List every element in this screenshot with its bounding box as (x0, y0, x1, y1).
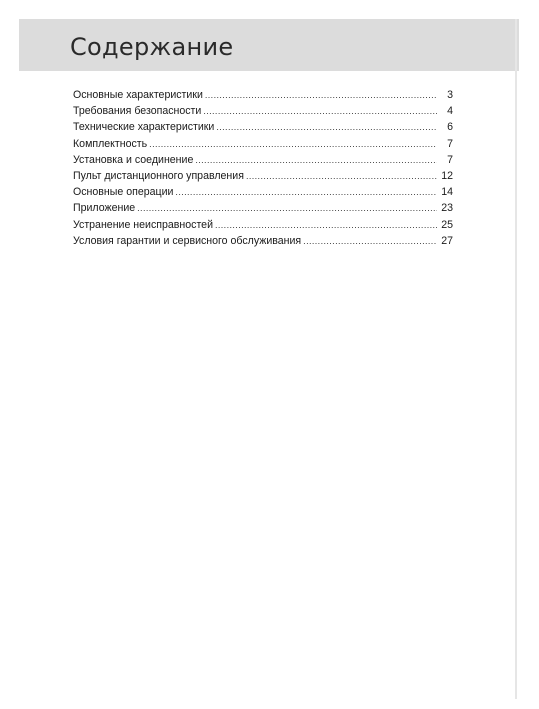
toc-page-number: 27 (441, 234, 453, 247)
toc-entry-label: Установка и соединение (73, 153, 194, 166)
toc-entry-remote-control[interactable] (73, 168, 453, 184)
toc-entry-installation[interactable] (73, 152, 453, 168)
toc-dot-leader (246, 168, 437, 184)
toc-entry-specifications[interactable] (73, 119, 453, 135)
toc-dot-leader (216, 119, 437, 135)
toc-dot-leader (303, 233, 437, 249)
toc-dot-leader (203, 103, 437, 119)
toc-dot-leader (195, 152, 437, 168)
toc-entry-warranty[interactable] (73, 233, 453, 249)
toc-page-number: 25 (441, 218, 453, 231)
toc-entry-label: Устранение неисправностей (73, 218, 213, 231)
toc-page-number: 7 (447, 137, 453, 150)
toc-page-number: 4 (447, 105, 453, 118)
toc-dot-leader (149, 136, 437, 152)
toc-entry-label: Требования безопасности (73, 105, 202, 118)
toc-entry-appendix[interactable] (73, 200, 453, 216)
header-band (19, 19, 519, 71)
toc-page-number: 3 (447, 89, 453, 101)
toc-dot-leader (175, 184, 437, 200)
toc-page-number: 7 (447, 153, 453, 166)
toc-page-number: 12 (441, 169, 453, 182)
toc-entry-label: Пульт дистанционного управления (73, 169, 244, 182)
page-edge-rule (515, 19, 517, 699)
toc-entry-basic-operations[interactable] (73, 184, 453, 200)
toc-entry-main-features[interactable] (73, 87, 453, 103)
toc-dot-leader (215, 217, 437, 233)
toc-entry-package-contents[interactable] (73, 136, 453, 152)
toc-entry-label: Условия гарантии и сервисного обслуживания (73, 234, 302, 247)
toc-entry-label: Комплектность (73, 137, 148, 150)
toc-page-number: 23 (441, 202, 453, 215)
toc-page-number: 6 (447, 121, 453, 134)
toc-page-number: 14 (441, 186, 453, 199)
table-of-contents (73, 87, 453, 249)
toc-entry-troubleshooting[interactable] (73, 217, 453, 233)
toc-entry-label: Основные характеристики (73, 89, 203, 101)
toc-entry-safety[interactable] (73, 103, 453, 119)
toc-entry-label: Основные операции (73, 186, 174, 199)
toc-dot-leader (205, 87, 437, 103)
toc-dot-leader (137, 200, 437, 216)
page-title: Содержание (70, 33, 234, 61)
toc-entry-label: Технические характеристики (73, 121, 215, 134)
toc-entry-label: Приложение (73, 202, 136, 215)
